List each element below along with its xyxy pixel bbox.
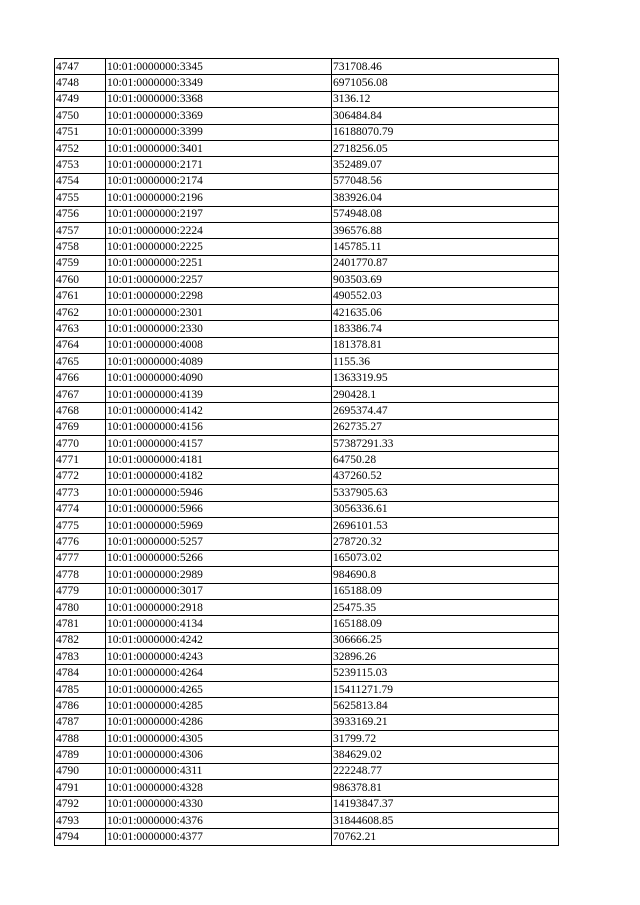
- value-cell: 14193847.37: [332, 796, 559, 812]
- value-cell: 352489.07: [332, 157, 559, 173]
- value-cell: 984690.8: [332, 567, 559, 583]
- cadastral-number-cell: 10:01:0000000:5966: [106, 501, 332, 517]
- table-row: [55, 206, 559, 222]
- cadastral-number-cell: 10:01:0000000:2298: [106, 288, 332, 304]
- table-row: [55, 386, 559, 402]
- row-number-cell: 4791: [55, 780, 106, 796]
- table-row: [55, 649, 559, 665]
- cadastral-number-cell: 10:01:0000000:2301: [106, 304, 332, 320]
- value-cell: 421635.06: [332, 304, 559, 320]
- value-cell: 5337905.63: [332, 485, 559, 501]
- cadastral-number-cell: 10:01:0000000:2251: [106, 255, 332, 271]
- table-row: [55, 534, 559, 550]
- row-number-cell: 4789: [55, 747, 106, 763]
- value-cell: 165188.09: [332, 583, 559, 599]
- table-row: [55, 599, 559, 615]
- table-row: [55, 304, 559, 320]
- value-cell: 165073.02: [332, 550, 559, 566]
- cadastral-number-cell: 10:01:0000000:4134: [106, 616, 332, 632]
- table-row: [55, 140, 559, 156]
- cadastral-number-cell: 10:01:0000000:3345: [106, 59, 332, 75]
- value-cell: 3136.12: [332, 91, 559, 107]
- table-row: [55, 517, 559, 533]
- table-row: [55, 239, 559, 255]
- cadastral-number-cell: 10:01:0000000:3369: [106, 108, 332, 124]
- table-row: [55, 763, 559, 779]
- value-cell: 5239115.03: [332, 665, 559, 681]
- row-number-cell: 4779: [55, 583, 106, 599]
- data-table: [54, 58, 559, 846]
- table-row: [55, 780, 559, 796]
- row-number-cell: 4774: [55, 501, 106, 517]
- row-number-cell: 4761: [55, 288, 106, 304]
- table-row: [55, 173, 559, 189]
- row-number-cell: 4770: [55, 435, 106, 451]
- row-number-cell: 4749: [55, 91, 106, 107]
- row-number-cell: 4764: [55, 337, 106, 353]
- table-row: [55, 435, 559, 451]
- cadastral-number-cell: 10:01:0000000:2225: [106, 239, 332, 255]
- row-number-cell: 4755: [55, 190, 106, 206]
- cadastral-number-cell: 10:01:0000000:4156: [106, 419, 332, 435]
- value-cell: 2695374.47: [332, 403, 559, 419]
- cadastral-number-cell: 10:01:0000000:4286: [106, 714, 332, 730]
- row-number-cell: 4772: [55, 468, 106, 484]
- row-number-cell: 4793: [55, 812, 106, 828]
- row-number-cell: 4769: [55, 419, 106, 435]
- row-number-cell: 4752: [55, 140, 106, 156]
- cadastral-number-cell: 10:01:0000000:4377: [106, 829, 332, 845]
- table-row: [55, 665, 559, 681]
- table-row: [55, 75, 559, 91]
- table-row: [55, 354, 559, 370]
- value-cell: 1155.36: [332, 354, 559, 370]
- value-cell: 183386.74: [332, 321, 559, 337]
- value-cell: 57387291.33: [332, 435, 559, 451]
- cadastral-number-cell: 10:01:0000000:4008: [106, 337, 332, 353]
- row-number-cell: 4778: [55, 567, 106, 583]
- cadastral-number-cell: 10:01:0000000:5969: [106, 517, 332, 533]
- table-row: [55, 812, 559, 828]
- table-row: [55, 337, 559, 353]
- table-row: [55, 796, 559, 812]
- cadastral-number-cell: 10:01:0000000:4182: [106, 468, 332, 484]
- cadastral-number-cell: 10:01:0000000:2171: [106, 157, 332, 173]
- table-row: [55, 190, 559, 206]
- table-row: [55, 403, 559, 419]
- cadastral-number-cell: 10:01:0000000:3399: [106, 124, 332, 140]
- value-cell: 1363319.95: [332, 370, 559, 386]
- table-row: [55, 747, 559, 763]
- cadastral-number-cell: 10:01:0000000:4181: [106, 452, 332, 468]
- table-row: [55, 681, 559, 697]
- value-cell: 577048.56: [332, 173, 559, 189]
- table-row: [55, 255, 559, 271]
- cadastral-number-cell: 10:01:0000000:2224: [106, 222, 332, 238]
- cadastral-number-cell: 10:01:0000000:4242: [106, 632, 332, 648]
- value-cell: 290428.1: [332, 386, 559, 402]
- row-number-cell: 4792: [55, 796, 106, 812]
- cadastral-number-cell: 10:01:0000000:4328: [106, 780, 332, 796]
- cadastral-number-cell: 10:01:0000000:4157: [106, 435, 332, 451]
- table-row: [55, 321, 559, 337]
- cadastral-number-cell: 10:01:0000000:4264: [106, 665, 332, 681]
- value-cell: 25475.35: [332, 599, 559, 615]
- table-row: [55, 829, 559, 845]
- table-row: [55, 468, 559, 484]
- value-cell: 165188.09: [332, 616, 559, 632]
- cadastral-number-cell: 10:01:0000000:4330: [106, 796, 332, 812]
- row-number-cell: 4783: [55, 649, 106, 665]
- table-row: [55, 714, 559, 730]
- value-cell: 731708.46: [332, 59, 559, 75]
- value-cell: 262735.27: [332, 419, 559, 435]
- row-number-cell: 4777: [55, 550, 106, 566]
- value-cell: 145785.11: [332, 239, 559, 255]
- table-row: [55, 272, 559, 288]
- value-cell: 3933169.21: [332, 714, 559, 730]
- cadastral-number-cell: 10:01:0000000:5257: [106, 534, 332, 550]
- value-cell: 437260.52: [332, 468, 559, 484]
- table-row: [55, 59, 559, 75]
- table-row: [55, 583, 559, 599]
- table-row: [55, 452, 559, 468]
- row-number-cell: 4747: [55, 59, 106, 75]
- table-row: [55, 108, 559, 124]
- value-cell: 986378.81: [332, 780, 559, 796]
- value-cell: 396576.88: [332, 222, 559, 238]
- value-cell: 903503.69: [332, 272, 559, 288]
- cadastral-number-cell: 10:01:0000000:5266: [106, 550, 332, 566]
- value-cell: 490552.03: [332, 288, 559, 304]
- row-number-cell: 4773: [55, 485, 106, 501]
- value-cell: 70762.21: [332, 829, 559, 845]
- cadastral-number-cell: 10:01:0000000:4090: [106, 370, 332, 386]
- row-number-cell: 4787: [55, 714, 106, 730]
- cadastral-number-cell: 10:01:0000000:4285: [106, 698, 332, 714]
- row-number-cell: 4751: [55, 124, 106, 140]
- row-number-cell: 4790: [55, 763, 106, 779]
- row-number-cell: 4768: [55, 403, 106, 419]
- row-number-cell: 4748: [55, 75, 106, 91]
- cadastral-number-cell: 10:01:0000000:4305: [106, 731, 332, 747]
- value-cell: 384629.02: [332, 747, 559, 763]
- row-number-cell: 4759: [55, 255, 106, 271]
- row-number-cell: 4763: [55, 321, 106, 337]
- value-cell: 383926.04: [332, 190, 559, 206]
- row-number-cell: 4753: [55, 157, 106, 173]
- table-row: [55, 485, 559, 501]
- cadastral-number-cell: 10:01:0000000:2257: [106, 272, 332, 288]
- row-number-cell: 4776: [55, 534, 106, 550]
- value-cell: 574948.08: [332, 206, 559, 222]
- row-number-cell: 4794: [55, 829, 106, 845]
- cadastral-number-cell: 10:01:0000000:3368: [106, 91, 332, 107]
- row-number-cell: 4775: [55, 517, 106, 533]
- row-number-cell: 4788: [55, 731, 106, 747]
- cadastral-number-cell: 10:01:0000000:2330: [106, 321, 332, 337]
- value-cell: 306666.25: [332, 632, 559, 648]
- cadastral-number-cell: 10:01:0000000:4089: [106, 354, 332, 370]
- table-row: [55, 91, 559, 107]
- cadastral-number-cell: 10:01:0000000:2197: [106, 206, 332, 222]
- cadastral-number-cell: 10:01:0000000:4306: [106, 747, 332, 763]
- row-number-cell: 4756: [55, 206, 106, 222]
- row-number-cell: 4754: [55, 173, 106, 189]
- value-cell: 222248.77: [332, 763, 559, 779]
- row-number-cell: 4781: [55, 616, 106, 632]
- value-cell: 2401770.87: [332, 255, 559, 271]
- cadastral-number-cell: 10:01:0000000:2174: [106, 173, 332, 189]
- row-number-cell: 4786: [55, 698, 106, 714]
- table-row: [55, 222, 559, 238]
- row-number-cell: 4765: [55, 354, 106, 370]
- row-number-cell: 4780: [55, 599, 106, 615]
- value-cell: 181378.81: [332, 337, 559, 353]
- value-cell: 306484.84: [332, 108, 559, 124]
- table-row: [55, 731, 559, 747]
- row-number-cell: 4750: [55, 108, 106, 124]
- cadastral-number-cell: 10:01:0000000:3017: [106, 583, 332, 599]
- value-cell: 31799.72: [332, 731, 559, 747]
- value-cell: 15411271.79: [332, 681, 559, 697]
- row-number-cell: 4784: [55, 665, 106, 681]
- cadastral-number-cell: 10:01:0000000:2989: [106, 567, 332, 583]
- cadastral-number-cell: 10:01:0000000:2196: [106, 190, 332, 206]
- cadastral-number-cell: 10:01:0000000:4265: [106, 681, 332, 697]
- row-number-cell: 4757: [55, 222, 106, 238]
- table-row: [55, 501, 559, 517]
- row-number-cell: 4766: [55, 370, 106, 386]
- row-number-cell: 4771: [55, 452, 106, 468]
- table-row: [55, 698, 559, 714]
- value-cell: 32896.26: [332, 649, 559, 665]
- table-row: [55, 288, 559, 304]
- cadastral-number-cell: 10:01:0000000:4139: [106, 386, 332, 402]
- table-row: [55, 632, 559, 648]
- row-number-cell: 4767: [55, 386, 106, 402]
- value-cell: 6971056.08: [332, 75, 559, 91]
- table-row: [55, 616, 559, 632]
- cadastral-number-cell: 10:01:0000000:4311: [106, 763, 332, 779]
- table-row: [55, 124, 559, 140]
- row-number-cell: 4758: [55, 239, 106, 255]
- table-row: [55, 550, 559, 566]
- row-number-cell: 4782: [55, 632, 106, 648]
- cadastral-number-cell: 10:01:0000000:5946: [106, 485, 332, 501]
- value-cell: 16188070.79: [332, 124, 559, 140]
- value-cell: 31844608.85: [332, 812, 559, 828]
- cadastral-number-cell: 10:01:0000000:3349: [106, 75, 332, 91]
- row-number-cell: 4785: [55, 681, 106, 697]
- table-body: [55, 59, 559, 846]
- cadastral-number-cell: 10:01:0000000:4376: [106, 812, 332, 828]
- value-cell: 64750.28: [332, 452, 559, 468]
- table-row: [55, 567, 559, 583]
- cadastral-number-cell: 10:01:0000000:4243: [106, 649, 332, 665]
- cadastral-number-cell: 10:01:0000000:4142: [106, 403, 332, 419]
- value-cell: 3056336.61: [332, 501, 559, 517]
- table-row: [55, 419, 559, 435]
- cadastral-number-cell: 10:01:0000000:3401: [106, 140, 332, 156]
- value-cell: 278720.32: [332, 534, 559, 550]
- value-cell: 5625813.84: [332, 698, 559, 714]
- row-number-cell: 4762: [55, 304, 106, 320]
- table-row: [55, 370, 559, 386]
- row-number-cell: 4760: [55, 272, 106, 288]
- value-cell: 2718256.05: [332, 140, 559, 156]
- cadastral-number-cell: 10:01:0000000:2918: [106, 599, 332, 615]
- table-row: [55, 157, 559, 173]
- value-cell: 2696101.53: [332, 517, 559, 533]
